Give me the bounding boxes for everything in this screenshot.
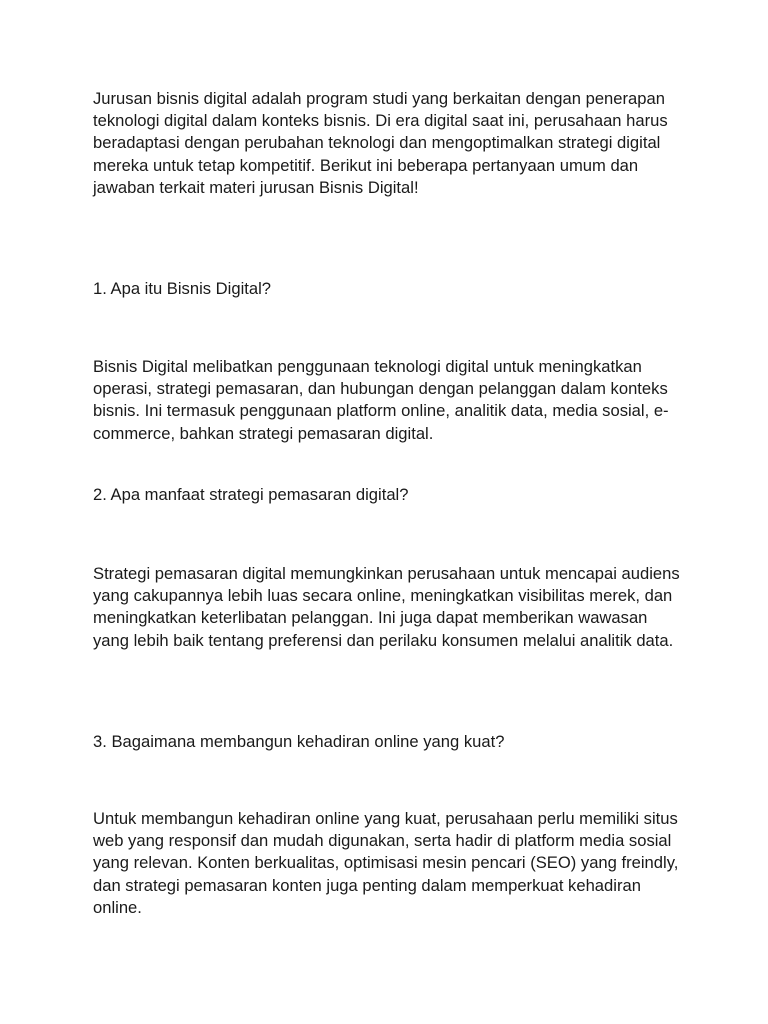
question-heading-1: 1. Apa itu Bisnis Digital? xyxy=(93,279,272,298)
question-heading-3: 3. Bagaimana membangun kehadiran online yang kuat? xyxy=(93,732,505,751)
question-heading-2: 2. Apa manfaat strategi pemasaran digital? xyxy=(93,485,409,504)
answer-paragraph-1: Bisnis Digital melibatkan penggunaan teknologi digital untuk meningkatkan operasi, strategi pemasaran, dan hubungan dengan pelanggan dalam konteks bisnis. Ini termasuk penggunaan platform online, analitik data, media sosial, e-commerce, bahkan strategi pemasaran digital. xyxy=(93,357,669,443)
intro-paragraph: Jurusan bisnis digital adalah program studi yang berkaitan dengan penerapan teknologi digital dalam konteks bisnis. Di era digital saat ini, perusahaan harus beradaptasi dengan perubahan teknologi dan mengoptimalkan strategi digital mereka untuk tetap kompetitif. Berikut ini beberapa pertanyaan umum dan jawaban terkait materi jurusan Bisnis Digital! xyxy=(93,89,668,197)
answer-paragraph-3: Untuk membangun kehadiran online yang kuat, perusahaan perlu memiliki situs web yang responsif dan mudah digunakan, serta hadir di platform media sosial yang relevan. Konten berkualitas, optimisasi mesin pencari (SEO) yang freindly, dan strategi pemasaran konten juga penting dalam memperkuat kehadiran online. xyxy=(93,809,679,917)
answer-paragraph-2: Strategi pemasaran digital memungkinkan perusahaan untuk mencapai audiens yang cakupannya lebih luas secara online, meningkatkan visibilitas merek, dan meningkatkan keterlibatan pelanggan. Ini juga dapat memberikan wawasan yang lebih baik tentang preferensi dan perilaku konsumen melalui analitik data. xyxy=(93,564,680,650)
